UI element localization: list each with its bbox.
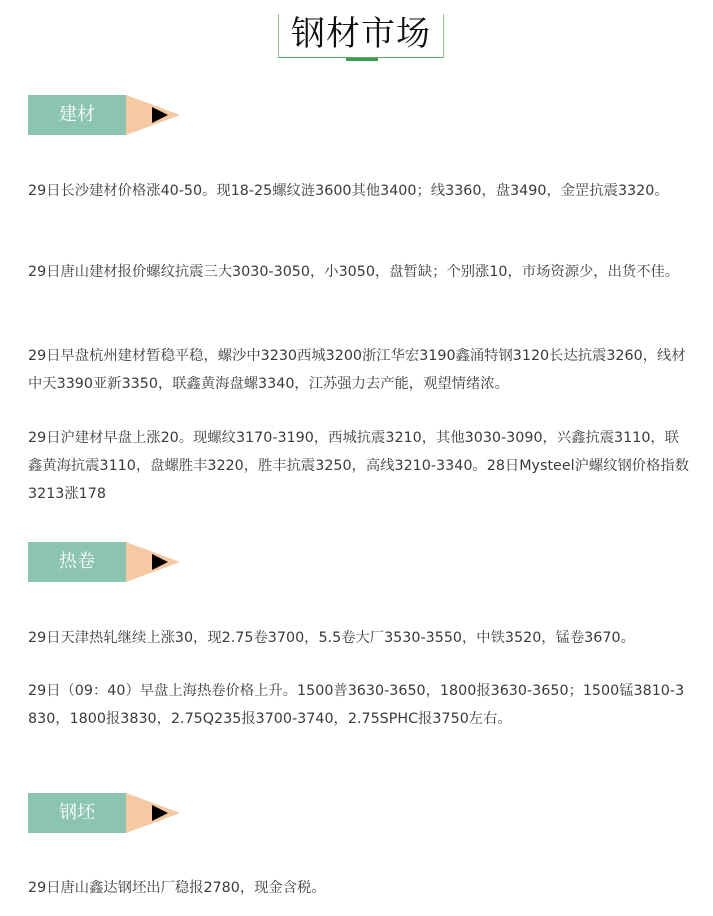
section-header-building-materials: [28, 95, 170, 135]
news-paragraph: 29日唐山建材报价螺纹抗震三大3030-3050，小3050，盘暂缺；个别涨10，市场资源少，出货不佳。: [28, 264, 680, 280]
news-paragraph: 29日沪建材早盘上涨20。现螺纹3170-3190，西城抗震3210，其他3030-3090，兴鑫抗震3110，联鑫黄海抗震3110，盘螺胜丰3220，胜丰抗震3250，高线3210-3340。28日Mysteel沪螺纹钢价格指数3213涨178: [28, 430, 689, 502]
news-paragraph: 29日天津热轧继续上涨30，现2.75卷3700，5.5卷大厂3530-3550，中铁3520，锰卷3670。: [28, 630, 635, 646]
news-paragraph: 29日唐山鑫达钢坯出厂稳报2780，现金含税。: [28, 880, 326, 896]
page-title: 钢材市场: [291, 14, 431, 54]
news-paragraph: 29日（09：40）早盘上海热卷价格上升。1500普3630-3650，1800报3630-3650；1500锰3810-3830，1800报3830，2.75Q235报3700-3740，2.75SPHC报3750左右。: [28, 683, 685, 727]
section-label: 建材: [28, 95, 126, 135]
news-paragraph: 29日长沙建材价格涨40-50。现18-25螺纹涟3600其他3400；线3360，盘3490，金罡抗震3320。: [28, 183, 669, 199]
pencil-tip-icon: [152, 107, 168, 123]
news-paragraph: 29日早盘杭州建材暂稳平稳，螺沙中3230西城3200浙江华宏3190鑫涌特钢3120长达抗震3260，线材中天3390亚新3350，联鑫黄海盘螺3340，江苏强力去产能，观望情绪浓。: [28, 348, 686, 392]
pencil-tip-icon: [152, 805, 168, 821]
section-header-steel-billet: [28, 793, 170, 833]
section-header-hot-coil: [28, 542, 170, 582]
pencil-tip-icon: [152, 554, 168, 570]
title-underline-accent: [346, 58, 378, 61]
section-label: 热卷: [28, 542, 126, 582]
section-label: 钢坯: [28, 793, 126, 833]
page-title-box: [278, 14, 444, 58]
